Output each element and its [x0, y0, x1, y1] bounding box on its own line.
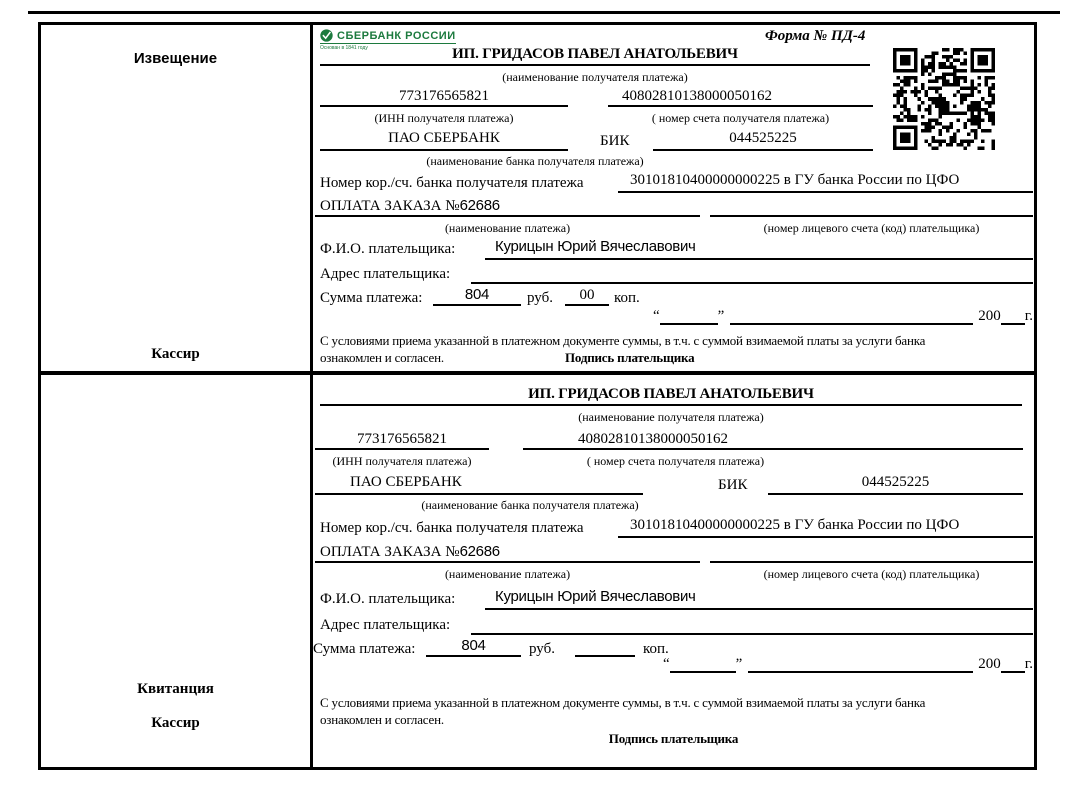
rub-label: руб. [529, 641, 555, 657]
payer-code-field [710, 197, 1033, 217]
purpose-prefix: ОПЛАТА ЗАКАЗА № [320, 544, 460, 560]
bik-label: БИК [718, 477, 748, 493]
bank-name-value: ПАО СБЕРБАНК [320, 130, 568, 151]
recipient-name: ИП. ГРИДАСОВ ПАВЕЛ АНАТОЛЬЕВИЧ [320, 46, 870, 66]
bank-name-hint: (наименование банка получателя платежа) [426, 154, 644, 168]
corr-account-label: Номер кор./сч. банка получателя платежа [320, 175, 584, 191]
terms-line1: С условиями приема указанной в платежном документе суммы, в т.ч. с суммой взимаемой платы за услуги банка [320, 333, 926, 348]
payer-address-label: Адрес плательщика: [320, 266, 451, 282]
signature-label: Подпись плательщика [565, 350, 695, 365]
open-quote: “ [663, 656, 670, 672]
bik-label: БИК [600, 133, 630, 149]
year-suffix: г. [1024, 656, 1033, 672]
amount-label: Сумма платежа: [320, 290, 423, 306]
amount-kop-value [575, 638, 635, 657]
payer-code-hint: (номер лицевого счета (код) плательщика) [763, 567, 980, 581]
close-quote: ” [717, 308, 725, 324]
receipt-content [313, 375, 1034, 767]
date-year-field [1001, 309, 1025, 325]
bik-value: 044525225 [768, 474, 1023, 495]
date-day-field [670, 657, 736, 673]
payer-name-value: Курицын Юрий Вячеславович [485, 238, 1033, 260]
purpose-field [315, 197, 700, 217]
kop-label: коп. [614, 290, 640, 306]
payer-name-label: Ф.И.О. плательщика: [320, 241, 456, 257]
date-month-field [748, 657, 973, 673]
date-blank [653, 308, 1033, 325]
notice-content [313, 25, 1034, 371]
account-hint: ( номер счета получателя платежа) [586, 454, 765, 468]
payer-address-label: Адрес плательщика: [320, 617, 451, 633]
account-value: 40802810138000050162 [608, 88, 873, 107]
payer-name-value: Курицын Юрий Вячеславович [485, 588, 1033, 610]
account-value: 40802810138000050162 [523, 431, 1023, 450]
cut-line [28, 11, 1060, 14]
payer-name-label: Ф.И.О. плательщика: [320, 591, 456, 607]
terms-line2: ознакомлен и согласен. [320, 712, 444, 727]
amount-rub-value: 804 [433, 286, 521, 306]
year-century: 200 [978, 656, 1001, 672]
date-day-field [660, 309, 718, 325]
sberbank-logo-icon [320, 29, 333, 42]
bank-name-value: ПАО СБЕРБАНК [315, 474, 643, 495]
payer-address-value [471, 263, 1033, 284]
rub-label: руб. [527, 290, 553, 306]
inn-hint: (ИНН получателя платежа) [374, 111, 514, 125]
amount-rub-value: 804 [426, 637, 521, 657]
notice-section [41, 25, 1034, 371]
kop-label: коп. [643, 641, 669, 657]
corr-account-value: 30101810400000000225 в ГУ банка России по ЦФО [618, 517, 1033, 538]
recipient-name: ИП. ГРИДАСОВ ПАВЕЛ АНАТОЛЬЕВИЧ [320, 386, 1022, 406]
amount-label: Сумма платежа: [313, 641, 416, 657]
receipt-cashier-label: Кассир [151, 715, 200, 731]
form-number-label: Форма № ПД-4 [765, 28, 866, 44]
purpose-hint: (наименование платежа) [444, 567, 571, 581]
inn-hint: (ИНН получателя платежа) [332, 454, 472, 468]
date-month-field [730, 309, 973, 325]
close-quote: ” [735, 656, 743, 672]
receipt-left-column [41, 375, 313, 767]
payer-address-value [471, 614, 1033, 635]
bank-logo-text: СБЕРБАНК РОССИИ [337, 29, 456, 42]
inn-value: 773176565821 [320, 88, 568, 107]
qr-code [893, 48, 995, 150]
corr-account-label: Номер кор./сч. банка получателя платежа [320, 520, 584, 536]
notice-left-column [41, 25, 313, 371]
purpose-prefix: ОПЛАТА ЗАКАЗА № [320, 198, 460, 214]
recipient-hint: (наименование получателя платежа) [502, 70, 688, 84]
purpose-hint: (наименование платежа) [444, 221, 571, 235]
amount-kop-value: 00 [565, 287, 609, 306]
payer-code-field [710, 543, 1033, 563]
notice-cashier-label: Кассир [151, 346, 200, 362]
inn-value: 773176565821 [315, 431, 489, 450]
bank-logo-tagline: Основан в 1841 году [320, 45, 368, 51]
account-hint: ( номер счета получателя платежа) [651, 111, 830, 125]
receipt-section [41, 375, 1034, 767]
purpose-field [315, 543, 700, 563]
signature-label: Подпись плательщика [608, 731, 739, 746]
bank-name-hint: (наименование банка получателя платежа) [421, 498, 639, 512]
bik-value: 044525225 [653, 130, 873, 151]
form-table [38, 22, 1037, 770]
year-suffix: г. [1024, 308, 1033, 324]
year-century: 200 [978, 308, 1001, 324]
date-year-field [1001, 657, 1025, 673]
notice-side-label: Извещение [133, 50, 218, 67]
receipt-side-label: Квитанция [137, 681, 214, 697]
date-blank [663, 656, 1033, 673]
payer-code-hint: (номер лицевого счета (код) плательщика) [763, 221, 980, 235]
purpose-number: 62686 [459, 197, 500, 214]
purpose-number: 62686 [459, 543, 500, 560]
recipient-hint: (наименование получателя платежа) [578, 410, 764, 424]
corr-account-value: 30101810400000000225 в ГУ банка России по ЦФО [618, 172, 1033, 193]
open-quote: “ [653, 308, 660, 324]
terms-line2: ознакомлен и согласен. [320, 350, 444, 365]
terms-line1: С условиями приема указанной в платежном документе суммы, в т.ч. с суммой взимаемой платы за услуги банка [320, 695, 926, 710]
